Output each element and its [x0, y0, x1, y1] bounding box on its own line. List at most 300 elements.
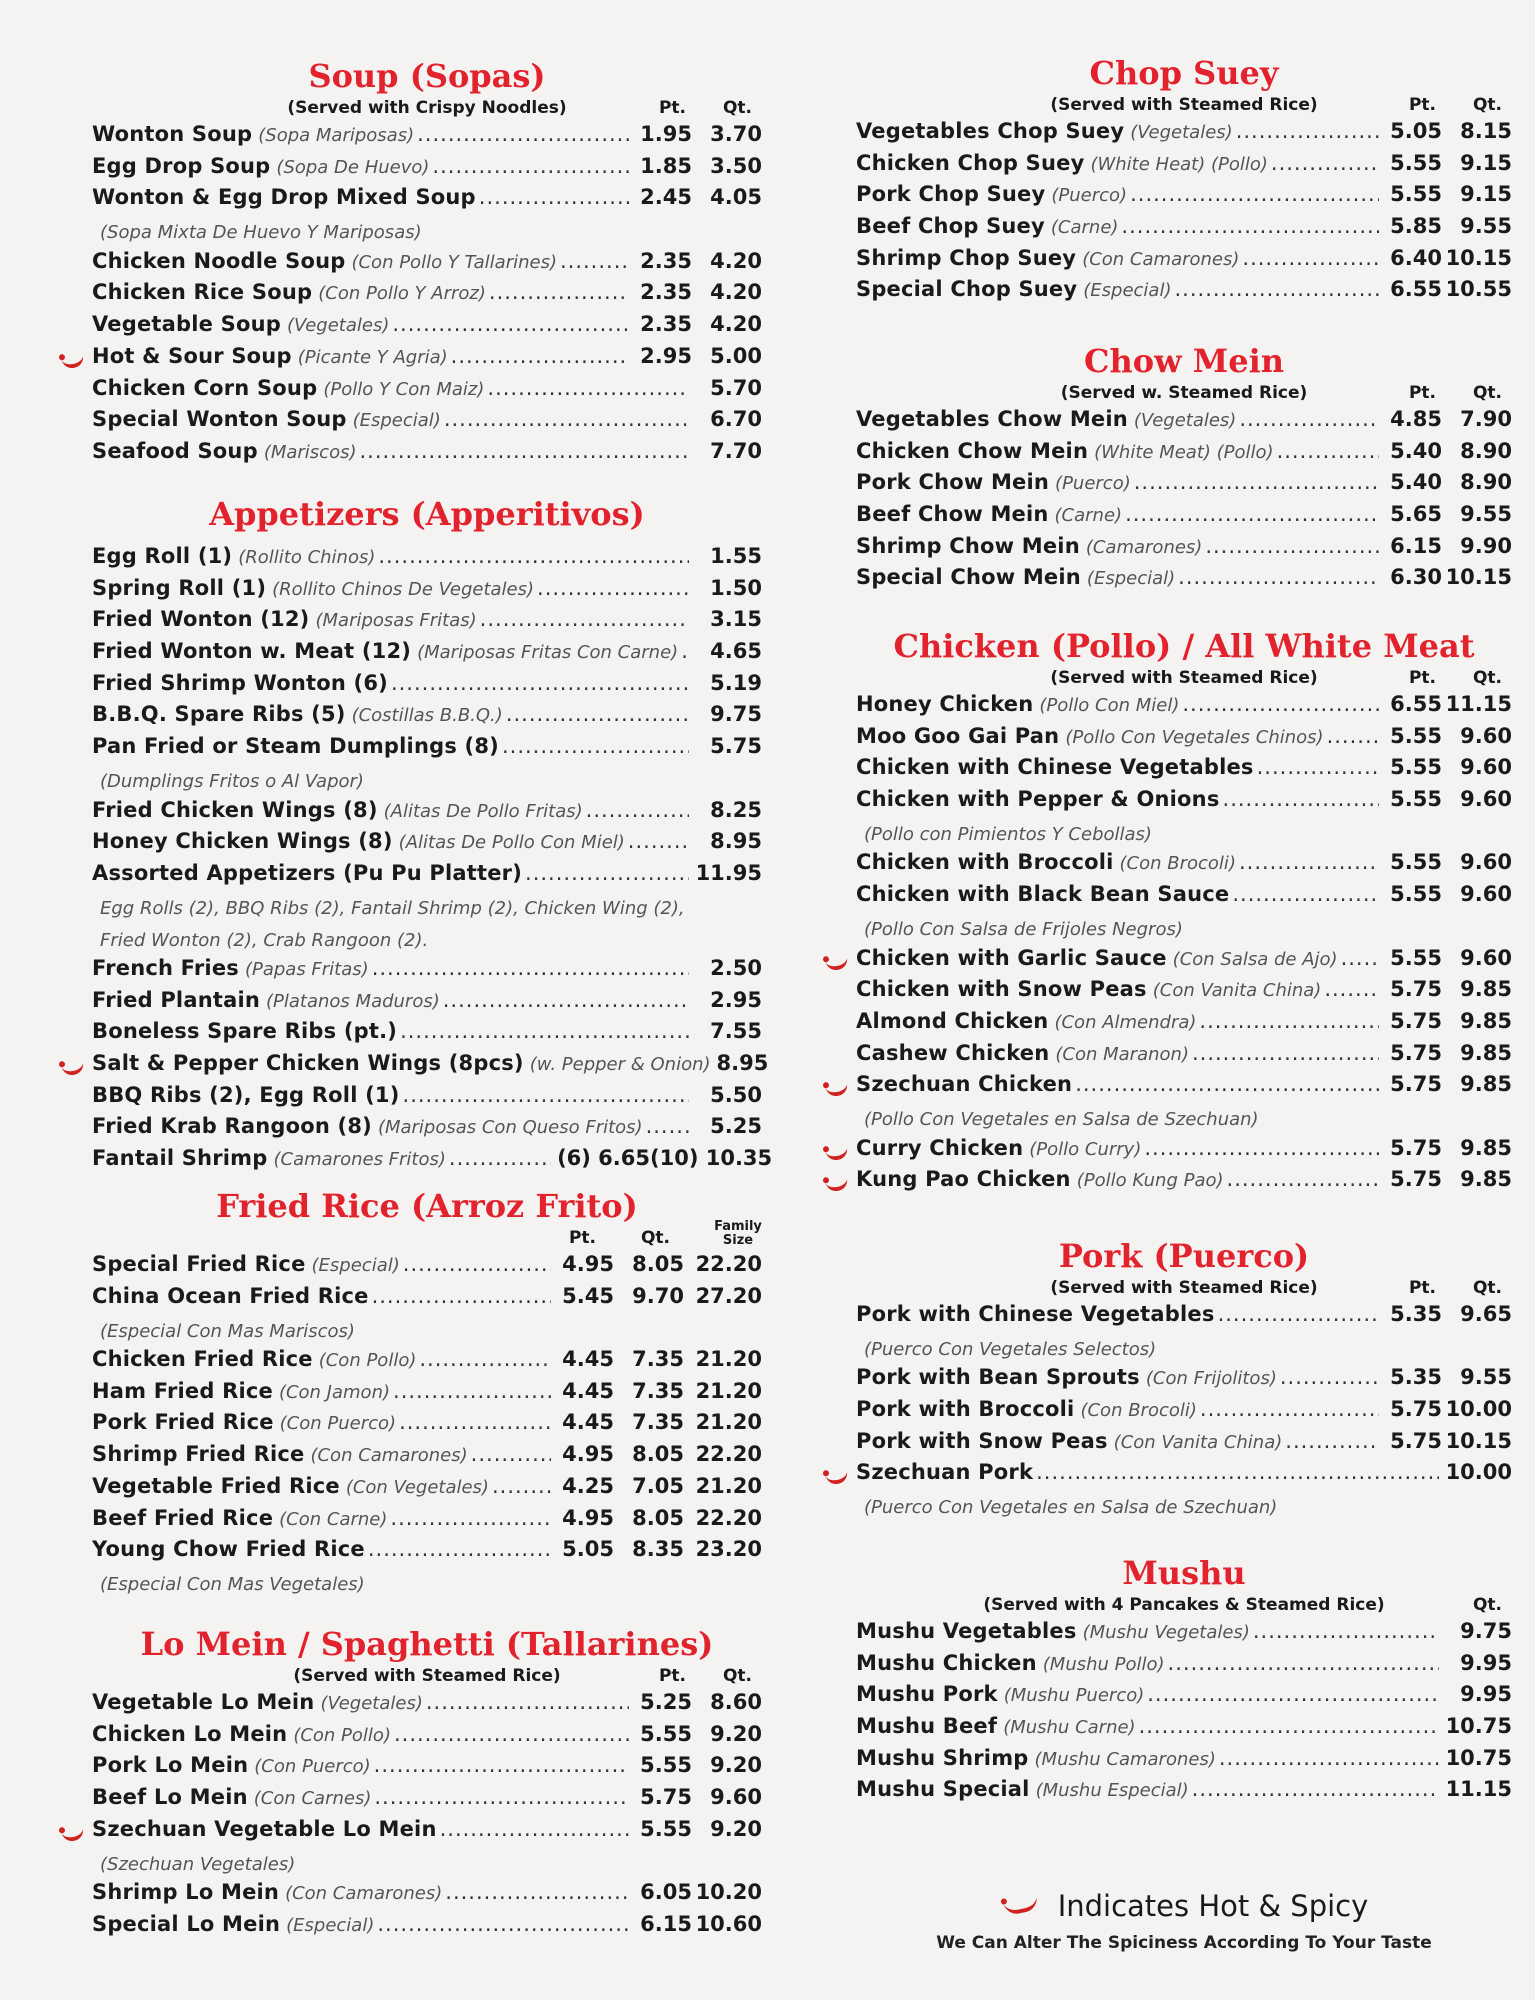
item-name: Assorted Appetizers (Pu Pu Platter) — [92, 860, 523, 885]
pint-header: Pt. — [1408, 95, 1436, 115]
section-header — [856, 662, 1512, 692]
leader-dots — [1147, 1682, 1439, 1706]
price-quart: 10.60 — [695, 1911, 762, 1936]
price-quart: 9.85 — [1460, 977, 1512, 1002]
menu-section-chicken-pollo-all-white-meat — [856, 627, 1512, 1199]
price-pint: 5.75 — [640, 1785, 692, 1810]
served-note: (Served with Crispy Noodles) — [287, 98, 567, 118]
price-family: 21.20 — [695, 1410, 762, 1435]
item-spanish-name: (Con Carnes) — [253, 1788, 372, 1810]
item-name: Cashew Chicken — [856, 1040, 1050, 1065]
item-spanish-name: (Especial) — [1086, 568, 1176, 590]
price-pint: 5.75 — [1390, 1040, 1442, 1065]
leader-dots — [390, 1506, 551, 1530]
menu-item — [92, 1410, 762, 1442]
leader-dots — [378, 544, 689, 568]
price-pint: 5.35 — [1390, 1302, 1442, 1326]
item-name: Beef Lo Mein — [92, 1785, 248, 1810]
price-pint: 5.55 — [1390, 850, 1442, 875]
item-description: (Szechuan Vegetales) — [100, 1853, 296, 1875]
leader-dots — [1239, 850, 1379, 874]
leader-dots — [372, 956, 689, 980]
price-quart: 7.05 — [632, 1473, 684, 1498]
pint-header: Pt. — [568, 1228, 596, 1248]
menu-item — [92, 1690, 762, 1722]
section-title: Lo Mein / Spaghetti (Tallarines) — [140, 1625, 714, 1663]
item-spanish-name: (Vegetales) — [320, 1693, 423, 1714]
quart-header: Qt. — [640, 1228, 670, 1248]
menu-section-soup-sopas — [92, 57, 762, 471]
price-pint: 6.55 — [1390, 277, 1442, 302]
price-quart: 4.20 — [710, 248, 762, 273]
leader-dots — [392, 312, 629, 336]
price-quart: 11.95 — [695, 860, 762, 885]
menu-item — [856, 1714, 1512, 1746]
item-name: Ham Fried Rice — [92, 1378, 273, 1403]
item-name: Pork Chow Mein — [856, 470, 1050, 495]
legend-text: Indicates Hot & Spicy — [1057, 1889, 1369, 1923]
menu-item — [92, 544, 762, 576]
menu-item — [856, 151, 1512, 183]
served-note: (Served with Steamed Rice) — [1050, 668, 1318, 688]
item-name: Kung Pao Chicken — [856, 1167, 1071, 1192]
price-quart: 9.60 — [1460, 945, 1512, 970]
price-pint: 5.55 — [1390, 882, 1442, 907]
item-spanish-name: (Mariposas Con Queso Fritos) — [377, 1117, 643, 1139]
item-spanish-name: (Mushu Carne) — [1003, 1717, 1136, 1739]
leader-dots — [1218, 1302, 1379, 1326]
menu-item — [92, 407, 762, 439]
menu-item — [856, 755, 1512, 787]
price-pint: 5.75 — [1390, 1135, 1442, 1160]
item-spanish-name: (Costillas B.B.Q.) — [351, 705, 503, 727]
item-description: Fried Wonton (2), Crab Rangoon (2). — [100, 929, 429, 951]
price-quart: 9.20 — [710, 1753, 762, 1778]
price-pint: 6.05 — [640, 1880, 692, 1905]
menu-item — [92, 280, 762, 312]
item-name: Pork with Broccoli — [856, 1397, 1075, 1422]
item-spanish-name: (Vegetales) — [1133, 410, 1237, 431]
item-spanish-name: (Sopa De Huevo) — [276, 156, 430, 178]
item-name: Fried Plantain — [92, 987, 261, 1012]
leader-dots — [1139, 1714, 1439, 1738]
leader-dots — [1178, 565, 1379, 589]
price-pint: 5.40 — [1390, 470, 1442, 495]
family-size-header: Family Size — [714, 1219, 762, 1248]
menu-item — [92, 154, 762, 186]
menu-item — [856, 439, 1512, 471]
leader-dots — [1324, 977, 1379, 1001]
item-name: Chicken with Chinese Vegetables — [856, 755, 1254, 780]
item-spanish-name: (Con Jamon) — [278, 1381, 391, 1403]
legend-label — [1000, 1889, 1369, 1923]
leader-dots — [374, 1785, 629, 1809]
leader-dots — [451, 344, 629, 368]
item-name: Vegetable Fried Rice — [92, 1473, 340, 1498]
price-quart: 9.60 — [1460, 755, 1512, 780]
leader-dots — [403, 1252, 551, 1276]
item-name: Egg Drop Soup — [92, 153, 271, 178]
item-description: (Puerco Con Vegetales Selectos) — [864, 1339, 1157, 1361]
pint-header: Pt. — [1408, 668, 1436, 688]
item-spanish-name: (Picante Y Agria) — [297, 346, 448, 368]
item-spanish-name: (Con Brocoli) — [1119, 853, 1236, 875]
item-name: Beef Fried Rice — [92, 1505, 274, 1530]
leader-dots — [1271, 151, 1379, 175]
menu-item — [92, 1785, 762, 1817]
menu-item — [856, 1167, 1512, 1199]
menu-item — [856, 1460, 1512, 1492]
leader-dots — [391, 671, 689, 695]
leader-dots — [1175, 277, 1380, 301]
item-spanish-name: (Mariposas Fritas) — [315, 610, 477, 632]
price-pint: 4.95 — [562, 1505, 614, 1530]
menu-item — [856, 787, 1512, 819]
item-spanish-name: (Pollo Con Vegetales Chinos) — [1065, 726, 1324, 748]
leader-dots — [1341, 946, 1379, 970]
price-pint: 5.75 — [1390, 1072, 1442, 1097]
price-quart: 6.70 — [710, 407, 762, 432]
menu-item — [856, 1746, 1512, 1778]
price-quart: 8.15 — [1460, 119, 1512, 143]
item-spanish-name: (Con Maranon) — [1055, 1043, 1189, 1065]
price-quart: 9.75 — [710, 702, 762, 727]
price-pint: 5.55 — [640, 1721, 692, 1746]
price-quart: 8.35 — [632, 1537, 684, 1562]
menu-item — [856, 182, 1512, 214]
menu-item — [92, 1817, 762, 1849]
leader-dots — [1144, 1136, 1379, 1160]
item-spanish-name: (White Meat) (Pollo) — [1094, 441, 1274, 463]
menu-item — [856, 1009, 1512, 1041]
price-pint: 5.65 — [1390, 502, 1442, 527]
price-quart: 10.00 — [1445, 1460, 1512, 1485]
section-header — [856, 1589, 1512, 1619]
menu-item — [856, 214, 1512, 246]
leader-dots — [646, 1114, 689, 1138]
leader-dots — [400, 1019, 689, 1043]
price-quart: 4.05 — [710, 185, 762, 210]
leader-dots — [1205, 534, 1379, 558]
menu-item — [856, 565, 1512, 597]
item-name: Special Wonton Soup — [92, 407, 347, 432]
menu-item — [856, 882, 1512, 914]
menu-item — [92, 798, 762, 830]
item-name: BBQ Ribs (2), Egg Roll (1) — [92, 1082, 400, 1107]
item-spanish-name: (Con Camarones) — [1082, 248, 1240, 270]
leader-dots — [359, 439, 689, 463]
leader-dots — [1280, 1365, 1379, 1389]
leader-dots — [492, 1474, 551, 1498]
price-quart: 8.05 — [632, 1505, 684, 1530]
price-quart: 3.70 — [710, 122, 762, 146]
leader-dots — [374, 1753, 629, 1777]
section-header — [92, 1219, 762, 1252]
hot-pepper-icon — [825, 1080, 849, 1098]
item-name: Mushu Shrimp — [856, 1745, 1029, 1770]
item-name: Mushu Special — [856, 1777, 1030, 1802]
price-pint: 4.25 — [562, 1473, 614, 1498]
item-name: Vegetable Soup — [92, 312, 281, 337]
menu-item — [92, 376, 762, 408]
leader-dots — [506, 702, 689, 726]
served-note: (Served with Steamed Rice) — [293, 1666, 561, 1686]
item-spanish-name: (Especial) — [286, 1914, 375, 1936]
leader-dots — [368, 1537, 551, 1561]
menu-item — [856, 1777, 1512, 1809]
price-pint: 5.75 — [1390, 1008, 1442, 1033]
price-quart: 8.90 — [1460, 438, 1512, 463]
item-spanish-name: (Mushu Pollo) — [1042, 1653, 1165, 1675]
leader-dots — [1239, 407, 1379, 431]
menu-item — [92, 1051, 769, 1083]
price-quart: 9.70 — [632, 1283, 684, 1308]
item-name: Chicken Lo Mein — [92, 1721, 288, 1746]
item-name: Shrimp Chop Suey — [856, 245, 1077, 270]
item-description: (Especial Con Mas Mariscos) — [100, 1320, 355, 1342]
section-header — [92, 530, 762, 544]
menu-section-chow-mein — [856, 342, 1512, 597]
price-quart: 10.15 — [1445, 245, 1512, 270]
menu-item — [856, 470, 1512, 502]
price-quart: 9.90 — [1460, 533, 1512, 558]
leader-dots — [502, 734, 689, 758]
menu-item — [856, 1619, 1512, 1651]
menu-section-pork-puerco — [856, 1237, 1512, 1524]
leader-dots — [487, 376, 689, 400]
price-quart: 9.95 — [1460, 1650, 1512, 1675]
item-spanish-name: (Mariposas Fritas Con Carne) — [417, 642, 679, 664]
item-name: Beef Chop Suey — [856, 214, 1045, 239]
leader-dots — [586, 798, 689, 822]
leader-dots — [394, 1722, 629, 1746]
item-spanish-name: (Carne) — [1050, 217, 1119, 239]
leader-dots — [1277, 439, 1379, 463]
item-name: Mushu Chicken — [856, 1650, 1037, 1675]
item-name: Pork Lo Mein — [92, 1753, 249, 1778]
menu-section-chop-suey — [856, 54, 1512, 309]
price-quart: 7.90 — [1460, 407, 1512, 431]
price-pint: 4.95 — [562, 1252, 614, 1276]
menu-item — [856, 850, 1512, 882]
price-quart: 2.95 — [710, 987, 762, 1012]
leader-dots — [1285, 1429, 1379, 1453]
price-pint: 5.75 — [1390, 1167, 1442, 1192]
item-spanish-name: (Puerco) — [1051, 185, 1128, 207]
item-spanish-name: (White Heat) (Pollo) — [1090, 153, 1268, 175]
price-quart: (10) 10.35 — [650, 1146, 773, 1171]
item-spanish-name: (Puerco) — [1055, 473, 1131, 495]
price-pint: 4.85 — [1390, 407, 1442, 431]
item-spanish-name: (Carne) — [1054, 505, 1123, 527]
price-quart: 9.55 — [1460, 214, 1512, 239]
item-name: Chicken with Snow Peas — [856, 977, 1147, 1002]
price-quart: 5.19 — [710, 670, 762, 695]
price-quart: 8.95 — [716, 1051, 769, 1075]
price-quart: 5.70 — [710, 375, 762, 400]
section-title: Appetizers (Apperitivos) — [209, 495, 645, 533]
leader-dots — [393, 1379, 551, 1403]
item-name: Hot & Sour Soup — [92, 343, 292, 368]
menu-item — [856, 534, 1512, 566]
price-quart: 8.90 — [1460, 470, 1512, 495]
price-family: 23.20 — [695, 1537, 762, 1562]
item-description: (Puerco Con Vegetales en Salsa de Szechuan) — [864, 1497, 1278, 1519]
price-pint: 5.40 — [1390, 438, 1442, 463]
menu-item — [856, 277, 1512, 309]
price-quart: 9.60 — [1460, 850, 1512, 875]
section-title: Soup (Sopas) — [308, 57, 546, 95]
menu-item — [92, 861, 762, 893]
price-quart: 7.35 — [632, 1378, 684, 1403]
item-spanish-name: (Mushu Camarones) — [1034, 1748, 1216, 1770]
item-spanish-name: (Mushu Especial) — [1035, 1780, 1189, 1802]
menu-item — [856, 1682, 1512, 1714]
price-quart: 9.55 — [1460, 1365, 1512, 1390]
hot-pepper-icon — [825, 1468, 849, 1486]
item-name: Chicken with Black Bean Sauce — [856, 882, 1230, 907]
menu-item — [856, 946, 1512, 978]
price-pint: 4.45 — [562, 1410, 614, 1435]
item-name: Chicken with Pepper & Onions — [856, 787, 1220, 812]
leader-dots — [1253, 1619, 1439, 1643]
price-pint: 5.75 — [1390, 1428, 1442, 1453]
price-quart: 9.85 — [1460, 1167, 1512, 1192]
item-spanish-name: (Rollito Chinos De Vegetales) — [272, 578, 535, 600]
price-family: 22.20 — [695, 1252, 762, 1276]
item-name: Pork with Bean Sprouts — [856, 1365, 1140, 1390]
item-spanish-name: (Con Pollo Y Arroz) — [318, 283, 486, 305]
price-pint: 5.55 — [640, 1753, 692, 1778]
item-spanish-name: (Especial) — [1083, 280, 1172, 302]
leader-dots — [1182, 692, 1379, 716]
item-spanish-name: (Alitas De Pollo Fritas) — [383, 800, 583, 822]
menu-item — [92, 1379, 762, 1411]
item-description: (Pollo con Pimientos Y Cebollas) — [864, 824, 1152, 846]
item-name: Chicken Corn Soup — [92, 375, 318, 400]
menu-item — [856, 246, 1512, 278]
menu-item — [92, 1442, 762, 1474]
item-name: French Fries — [92, 955, 239, 980]
item-spanish-name: (Con Pollo) — [293, 1724, 391, 1746]
item-spanish-name: (Camarones Fritos) — [273, 1149, 446, 1171]
leader-dots — [1121, 214, 1379, 238]
section-title: Chow Mein — [1084, 342, 1284, 380]
item-name: Honey Chicken Wings (8) — [92, 829, 393, 854]
menu-item — [92, 1912, 762, 1944]
price-quart: 11.15 — [1445, 692, 1512, 716]
menu-item — [92, 607, 762, 639]
item-name: B.B.Q. Spare Ribs (5) — [92, 702, 346, 727]
leader-dots — [1192, 1777, 1439, 1801]
hot-pepper-icon — [61, 352, 85, 370]
leader-dots — [403, 1083, 689, 1107]
price-quart: 5.50 — [710, 1082, 762, 1107]
item-spanish-name: (Camarones) — [1085, 536, 1203, 558]
section-header — [92, 92, 762, 122]
price-pint: 4.95 — [562, 1442, 614, 1467]
section-title: Chop Suey — [1089, 54, 1279, 92]
leader-dots — [560, 249, 629, 273]
hot-pepper-icon — [825, 1175, 849, 1193]
menu-item — [92, 1019, 762, 1051]
item-name: Chicken Chow Mein — [856, 438, 1089, 463]
price-pint: 5.25 — [640, 1690, 692, 1714]
leader-dots — [1130, 182, 1379, 206]
price-pint: 5.75 — [1390, 1397, 1442, 1422]
section-header — [856, 1272, 1512, 1302]
item-spanish-name: (Rollito Chinos) — [238, 547, 376, 568]
price-quart: 9.85 — [1460, 1008, 1512, 1033]
leader-dots — [377, 1912, 629, 1936]
leader-dots — [1125, 502, 1379, 526]
price-quart: 9.60 — [1460, 882, 1512, 907]
item-spanish-name: (Especial) — [352, 410, 441, 432]
price-quart: 9.55 — [1460, 502, 1512, 527]
price-pint: 5.55 — [1390, 787, 1442, 812]
leader-dots — [1223, 787, 1379, 811]
menu-item — [856, 1397, 1512, 1429]
menu-item — [92, 249, 762, 281]
item-spanish-name: (Con Camarones) — [285, 1883, 443, 1905]
price-quart: 7.70 — [710, 438, 762, 463]
legend-note: We Can Alter The Spiciness According To Your Taste — [936, 1933, 1432, 1953]
item-name: Mushu Beef — [856, 1714, 998, 1739]
item-name: Pork Chop Suey — [856, 182, 1046, 207]
leader-dots — [1236, 119, 1379, 143]
price-quart: 4.20 — [710, 280, 762, 305]
leader-dots — [399, 1410, 551, 1434]
menu-item — [92, 1753, 762, 1785]
leader-dots — [1219, 1746, 1439, 1770]
price-quart: 9.60 — [1460, 723, 1512, 748]
item-spanish-name: (Pollo Con Miel) — [1039, 695, 1180, 716]
leader-dots — [372, 1284, 551, 1308]
leader-dots — [1327, 724, 1379, 748]
leader-dots — [480, 607, 689, 631]
section-header — [856, 377, 1512, 407]
item-name: Spring Roll (1) — [92, 575, 267, 600]
item-description: (Sopa Mixta De Huevo Y Mariposas) — [100, 222, 422, 244]
leader-dots — [1232, 882, 1379, 906]
item-spanish-name: (Con Vanita China) — [1152, 980, 1322, 1002]
menu-item — [856, 977, 1512, 1009]
menu-item — [856, 1041, 1512, 1073]
price-quart: 5.75 — [710, 734, 762, 759]
price-quart: 9.15 — [1460, 182, 1512, 207]
section-title: Pork (Puerco) — [1058, 1237, 1310, 1275]
item-spanish-name: (Con Pollo) — [318, 1350, 417, 1372]
leader-dots — [449, 1146, 551, 1170]
hot-pepper-icon — [61, 1059, 85, 1077]
item-spanish-name: (Mushu Puerco) — [1003, 1685, 1145, 1707]
price-pint: 5.55 — [1390, 182, 1442, 207]
price-quart: 9.85 — [1460, 1072, 1512, 1097]
price-pint: 2.35 — [640, 280, 692, 305]
item-name: Egg Roll (1) — [92, 544, 233, 568]
item-description: (Pollo Con Vegetales en Salsa de Szechuan) — [864, 1109, 1259, 1131]
item-spanish-name: (Pollo Y Con Maiz) — [323, 378, 485, 400]
item-name: Chicken Rice Soup — [92, 280, 313, 305]
price-quart: 9.85 — [1460, 1040, 1512, 1065]
price-quart: 9.85 — [1460, 1135, 1512, 1160]
item-name: Fried Krab Rangoon (8) — [92, 1114, 372, 1139]
spicy-legend — [856, 1889, 1512, 1953]
quart-header: Qt. — [1472, 1278, 1502, 1298]
served-note: (Served w. Steamed Rice) — [1060, 383, 1308, 403]
price-quart: 9.95 — [1460, 1682, 1512, 1707]
menu-item — [856, 407, 1512, 439]
